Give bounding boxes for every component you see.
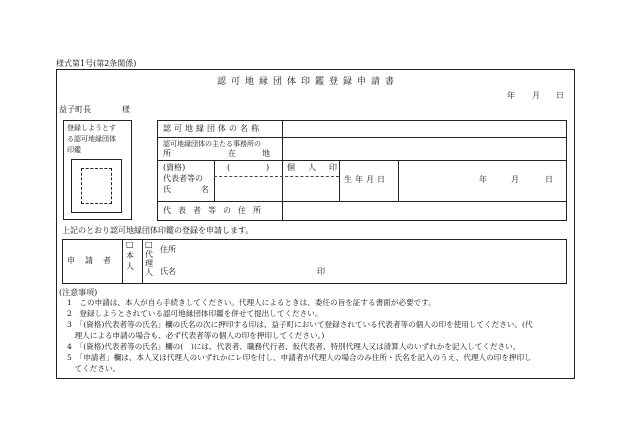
note-item-3: 3 「(資格)代表者等の氏名」欄の氏名の次に押印する印は、益子町において登録されている代表者等の個人の印を使用してください。(代 [67, 320, 533, 329]
agent-label-char-2: 理 [145, 259, 153, 268]
note-item-4: 4 「(資格)代表者等の氏名」欄の( )には、代表者、職務代行者、仮代表者、特別代理人又は清算人のいずれかを記入してください。 [67, 342, 521, 351]
application-statement: 上記のとおり認可地縁団体印鑑の登録を申請します。 [62, 226, 254, 235]
table-rule [157, 160, 567, 161]
agent-label-char-1: 代 [145, 250, 153, 259]
self-label-char-1: 本 [126, 251, 134, 260]
note-item-5-continued: てください。 [67, 364, 121, 373]
qualification-paren-close: ) [266, 163, 270, 172]
table-rule [122, 239, 123, 284]
applicant-address-field[interactable] [186, 243, 564, 258]
representative-label-char-1: 氏 [163, 185, 171, 194]
date-day-label: 日 [556, 91, 564, 100]
office-label-char-3: 地 [262, 149, 270, 158]
addressee-town: 益子町長 [59, 105, 91, 114]
note-item-2: 2 登録しようとされている認可地縁団体印鑑を併せて提出してください。 [67, 309, 323, 318]
office-label-char-2: 在 [228, 149, 236, 158]
note-item-1: 1 この申請は、本人が自ら手続きしてください。代理人によるときは、委任の旨を証する書面が必要です。 [67, 298, 436, 307]
seal-box-label-line-1: 登録しようとす [67, 124, 116, 132]
birth-day-label: 日 [545, 175, 553, 184]
table-rule [142, 239, 143, 284]
note-item-5: 5 「申請者」欄は、本人又は代理人のいずれかにレ印を付し、申請者が代理人の場合のみ住所・氏名を記入のうえ、代理人の印を押印し [67, 353, 532, 362]
seal-guide-frame [81, 168, 112, 204]
representative-address-label: 代表者等の住所 [163, 206, 268, 215]
representative-name-field[interactable] [215, 177, 338, 200]
office-address-field[interactable] [283, 138, 566, 159]
seal-box-label-line-3: 印鑑 [67, 146, 81, 154]
form-title: 認可地縁団体印鑑登録申請書 [217, 77, 400, 87]
representative-label-line-1: 代表者等の [163, 174, 203, 183]
representative-label-char-2: 名 [201, 185, 209, 194]
birth-month-label: 月 [511, 175, 519, 184]
personal-seal-label: 個人印 [287, 163, 350, 172]
date-year-label: 年 [507, 91, 515, 100]
group-name-label: 認可地縁団体の名称 [163, 124, 262, 133]
agent-label-char-3: 人 [145, 268, 153, 277]
representative-address-field[interactable] [283, 202, 566, 220]
agent-checkbox[interactable]: □ [145, 240, 153, 249]
note-item-3-continued: 理人による申請の場合も、必ず代表者等の個人の印を押印してください。) [67, 331, 325, 340]
birth-date-label: 生年月日 [344, 175, 388, 184]
applicant-seal-mark: 印 [317, 267, 325, 276]
office-label-line-1: 認可地縁団体の主たる事務所の [163, 140, 261, 148]
self-label-char-2: 人 [126, 262, 134, 271]
table-rule [398, 160, 399, 201]
applicant-address-label: 住所 [160, 245, 176, 254]
seal-box-label-line-2: る認可地縁団体 [67, 135, 116, 143]
addressee-honorific: 様 [122, 105, 130, 114]
group-name-field[interactable] [283, 121, 566, 136]
date-month-label: 月 [532, 91, 540, 100]
self-checkbox[interactable]: □ [126, 240, 134, 249]
qualification-paren-open: ( [227, 163, 231, 172]
applicant-label: 申請者 [67, 256, 121, 265]
form-style-number: 様式第1号(第2条関係) [56, 59, 137, 68]
birth-year-label: 年 [479, 175, 487, 184]
office-label-char-1: 所 [163, 149, 171, 158]
notes-heading: (注意事項) [59, 288, 98, 297]
applicant-name-field[interactable] [186, 264, 311, 279]
applicant-name-label: 氏名 [160, 267, 176, 276]
qualification-label: (資格) [163, 163, 186, 172]
